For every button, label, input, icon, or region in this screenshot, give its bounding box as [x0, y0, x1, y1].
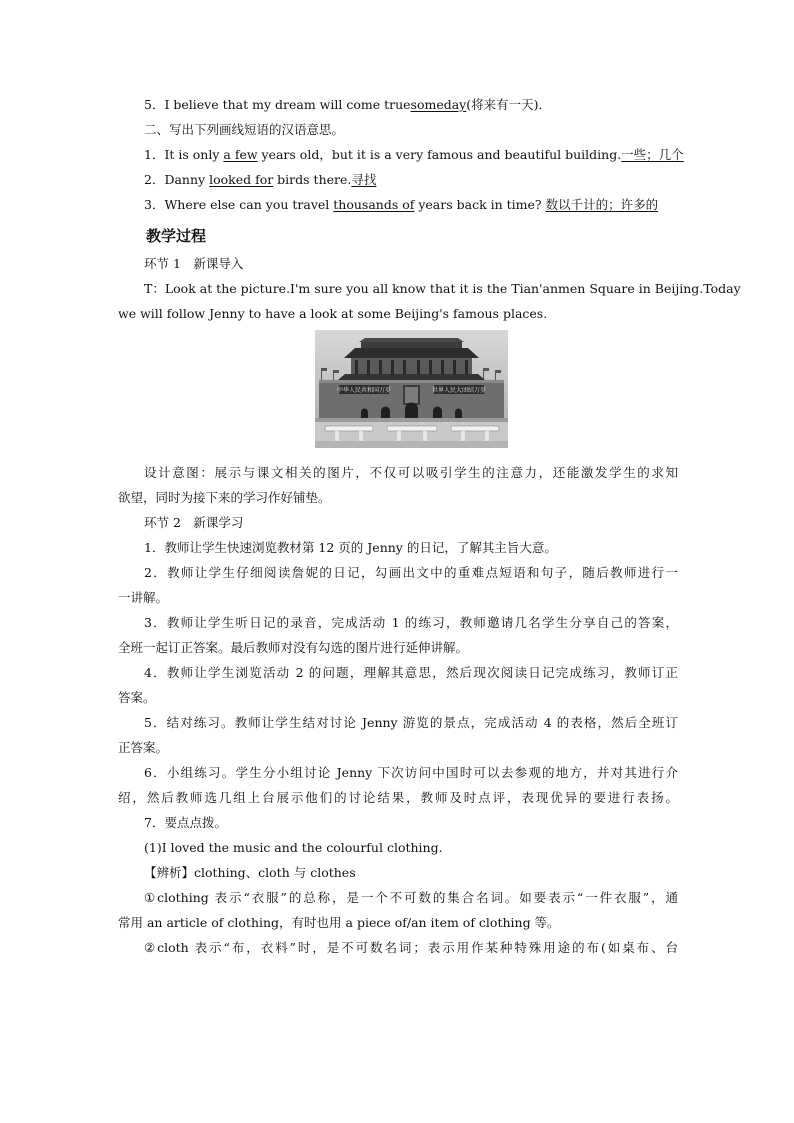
clothing-note: [118, 885, 678, 935]
step-item-3-line-2: 全班一起订正答案。最后教师对没有勾选的图片进行延伸讲解。: [118, 640, 469, 655]
photo-banner-right: 世界人民大团结万岁: [431, 387, 487, 394]
step-item-4: [118, 660, 678, 710]
photo-container: [118, 330, 678, 454]
q2-text: 2．Danny: [144, 172, 210, 187]
step-2-title: 环节 2 新课学习: [144, 515, 244, 530]
step-item-5-line-1: 5．结对练习。教师让学生结对讨论 Jenny 游览的景点，完成活动 4 的表格，然后全班订: [144, 715, 678, 730]
design-intent: [118, 460, 678, 510]
q3-phrase: thousands of: [333, 197, 415, 212]
tiananmen-photo: [315, 330, 508, 448]
step-item-5-line-2: 正答案。: [118, 740, 169, 755]
step-item-6-line-1: 6．小组练习。学生分小组讨论 Jenny 下次访问中国时可以去参观的地方，并对其进行介: [144, 765, 678, 780]
teaching-process-heading: 教学过程: [146, 227, 207, 245]
photo-banner-left: 中华人民共和国万岁: [336, 387, 392, 394]
step-item-6: [118, 760, 678, 810]
design-intent-line-1: 设计意图：展示与课文相关的图片，不仅可以吸引学生的注意力，还能激发学生的求知: [144, 465, 678, 480]
step-item-2-line-2: 一讲解。: [118, 590, 169, 605]
exercise-5-hint: (将来有一天)．: [466, 97, 552, 112]
q3-answer: 数以千计的；许多的: [545, 197, 659, 212]
step-item-3: [118, 610, 678, 660]
clothing-note-line-1: ①clothing 表示“衣服”的总称，是一个不可数的集合名词。如要表示“一件衣服”，通: [144, 890, 678, 905]
analysis-heading: 【辨析】clothing、cloth 与 clothes: [144, 865, 356, 880]
q1-phrase: a few: [223, 147, 258, 162]
q3-rest: years back in time?: [414, 197, 546, 212]
teacher-intro-line-2: we will follow Jenny to have a look at some Beijing's famous places.: [118, 306, 548, 321]
clothing-note-line-2: 常用 an article of clothing，有时也用 a piece of/an item of clothing 等。: [118, 915, 560, 930]
cloth-note: ②cloth 表示“布，衣料”时，是不可数名词；表示用作某种特殊用途的布(如桌布、台: [144, 940, 678, 955]
q3-text: 3．Where else can you travel: [144, 197, 334, 212]
example-sentence-1: (1)I loved the music and the colourful clothing.: [144, 840, 443, 855]
exercise-5: [118, 92, 678, 117]
exercise-5-underlined: someday: [410, 97, 467, 112]
step-1-title: 环节 1 新课导入: [144, 256, 244, 271]
design-intent-line-2: 欲望，同时为接下来的学习作好铺垫。: [118, 490, 331, 505]
step-item-3-line-1: 3．教师让学生听日记的录音，完成活动 1 的练习，教师邀请几名学生分享自己的答案，: [144, 615, 678, 630]
step-item-2-line-1: 2．教师让学生仔细阅读詹妮的日记，勾画出文中的重难点短语和句子，随后教师进行一: [144, 565, 678, 580]
step-item-6-line-2: 绍，然后教师选几组上台展示他们的讨论结果，教师及时点评，表现优异的要进行表扬。: [118, 790, 678, 805]
exercise-2-1: [118, 142, 684, 167]
exercise-5-text: 5．I believe that my dream will come true: [144, 97, 411, 112]
exercise-2-2: [118, 167, 678, 192]
step-item-7: 7．要点点拨。: [144, 815, 227, 830]
teacher-intro-line-1: T：Look at the picture.I'm sure you all know that it is the Tian'anmen Square in Beijing.Today: [144, 281, 741, 296]
q1-text: 1．It is only: [144, 147, 224, 162]
q2-phrase: looked for: [209, 172, 274, 187]
q1-rest: years old，but it is a very famous and beautiful building.: [257, 147, 622, 162]
exercise-2-3: [118, 192, 678, 217]
section-2-title: 二、写出下列画线短语的汉语意思。: [144, 122, 345, 137]
step-item-4-line-1: 4．教师让学生浏览活动 2 的问题，理解其意思，然后现次阅读日记完成练习，教师订正: [144, 665, 678, 680]
step-item-1: 1．教师让学生快速浏览教材第 12 页的 Jenny 的日记，了解其主旨大意。: [144, 540, 557, 555]
q2-rest: birds there.: [273, 172, 352, 187]
page-content: [118, 92, 741, 960]
q2-answer: 寻找: [351, 172, 377, 187]
step-item-2: [118, 560, 678, 610]
teacher-intro: [118, 276, 741, 326]
step-item-4-line-2: 答案。: [118, 690, 156, 705]
step-item-5: [118, 710, 678, 760]
q1-answer: 一些；几个: [621, 147, 684, 162]
